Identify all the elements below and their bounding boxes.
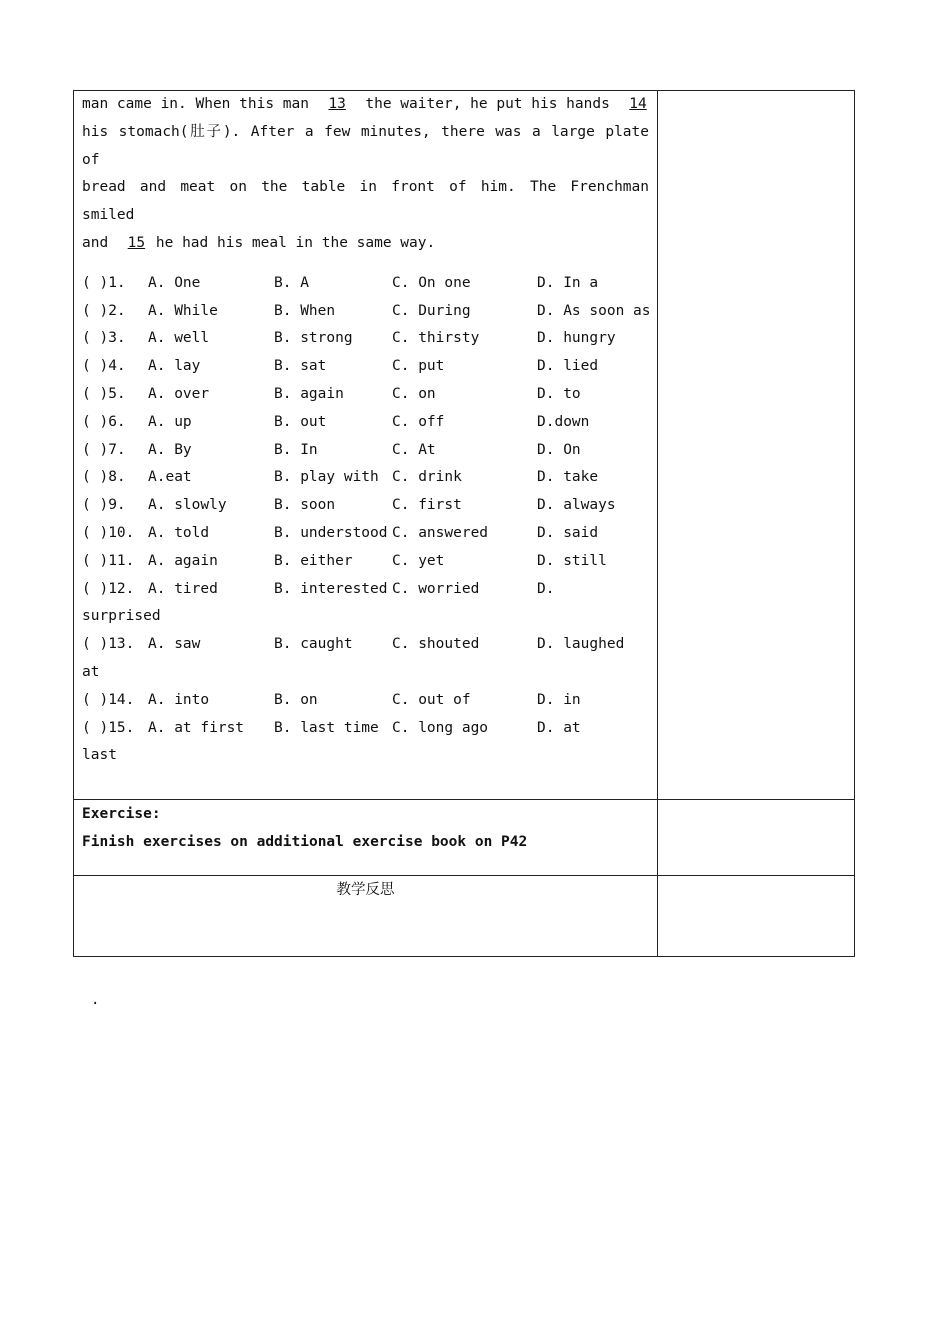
blank-13: 13 xyxy=(328,96,346,112)
cloze-cell xyxy=(74,91,658,800)
option-continuation: last xyxy=(82,747,117,764)
notes-cell-1 xyxy=(658,91,855,800)
passage-line-2: his stomach(肚子). After a few minutes, there was a large plate of xyxy=(82,123,649,168)
option-a: A. over xyxy=(148,385,210,402)
question-row xyxy=(82,464,649,492)
option-b: B. soon xyxy=(274,497,336,514)
cloze-passage xyxy=(74,91,657,258)
option-b: B. strong xyxy=(274,330,353,347)
option-d: D. hungry xyxy=(537,330,616,347)
option-c: C. drink xyxy=(392,469,462,486)
option-d: D. always xyxy=(537,497,616,514)
option-a: A. tired xyxy=(148,580,218,597)
question-row xyxy=(82,492,649,520)
exercise-cell xyxy=(74,800,658,876)
option-b: B. either xyxy=(274,552,353,569)
question-row xyxy=(82,687,649,715)
footer-dot: . xyxy=(91,992,100,1008)
option-d: D. lied xyxy=(537,358,599,375)
option-d: D. to xyxy=(537,385,581,402)
question-row xyxy=(82,548,649,576)
option-b: B. understood xyxy=(274,524,388,541)
option-d: D. take xyxy=(537,469,599,486)
option-c: C. thirsty xyxy=(392,330,480,347)
option-b: B. sat xyxy=(274,358,327,375)
option-c: C. shouted xyxy=(392,636,480,653)
option-b: B. out xyxy=(274,413,327,430)
option-c: C. During xyxy=(392,302,471,319)
option-b: B. on xyxy=(274,691,318,708)
option-c: C. first xyxy=(392,497,462,514)
question-number: ( )3. xyxy=(82,330,126,347)
question-number: ( )2. xyxy=(82,302,126,319)
question-number: ( )5. xyxy=(82,385,126,402)
option-a: A. slowly xyxy=(148,497,227,514)
question-row xyxy=(82,576,649,632)
option-c: C. put xyxy=(392,358,445,375)
option-a: A. One xyxy=(148,274,201,291)
question-number: ( )9. xyxy=(82,497,126,514)
reflection-cell xyxy=(74,876,658,957)
option-c: C. long ago xyxy=(392,719,489,736)
worksheet xyxy=(73,90,854,957)
option-continuation: surprised xyxy=(82,608,161,625)
option-c: C. on xyxy=(392,385,436,402)
question-number: ( )11. xyxy=(82,552,135,569)
question-number: ( )4. xyxy=(82,358,126,375)
question-number: ( )10. xyxy=(82,524,135,541)
option-continuation: at xyxy=(82,663,100,680)
option-c: C. yet xyxy=(392,552,445,569)
option-b: B. When xyxy=(274,302,336,319)
option-a: A.eat xyxy=(148,469,192,486)
option-a: A. into xyxy=(148,691,210,708)
question-number: ( )15. xyxy=(82,719,135,736)
passage-text: he had his meal in the same way. xyxy=(155,234,436,251)
question-number: ( )12. xyxy=(82,580,135,597)
option-b: B. A xyxy=(274,274,309,291)
option-c: C. worried xyxy=(392,580,480,597)
question-number: ( )1. xyxy=(82,274,126,291)
blank-14: 14 xyxy=(629,96,647,112)
option-d: D.down xyxy=(537,413,590,430)
blank-15: 15 xyxy=(127,234,146,251)
option-d: D. xyxy=(537,580,555,597)
question-row xyxy=(82,631,649,687)
reflection-label: 教学反思 xyxy=(336,882,395,898)
option-c: C. At xyxy=(392,441,436,458)
question-number: ( )7. xyxy=(82,441,126,458)
notes-cell-3 xyxy=(658,876,855,957)
question-row xyxy=(82,325,649,353)
question-list xyxy=(74,258,657,770)
passage-text: man came in. When this man xyxy=(82,96,309,112)
question-row xyxy=(82,715,649,771)
option-d: D. laughed xyxy=(537,636,625,653)
option-d: D. in xyxy=(537,691,581,708)
question-row xyxy=(82,298,649,326)
exercise-text: Finish exercises on additional exercise book on P42 xyxy=(82,834,528,850)
option-d: D. On xyxy=(537,441,581,458)
passage-line-3: bread and meat on the table in front of him. The Frenchman smiled xyxy=(82,179,649,224)
option-a: A. While xyxy=(148,302,218,319)
question-row xyxy=(82,270,649,298)
question-number: ( )14. xyxy=(82,691,135,708)
passage-text: and xyxy=(82,234,109,251)
option-d: D. still xyxy=(537,552,607,569)
option-a: A. well xyxy=(148,330,210,347)
option-a: A. again xyxy=(148,552,218,569)
option-d: D. In a xyxy=(537,274,599,291)
option-d: D. said xyxy=(537,524,599,541)
option-b: B. In xyxy=(274,441,318,458)
passage-line-1 xyxy=(82,91,649,119)
option-c: C. On one xyxy=(392,274,471,291)
question-number: ( )13. xyxy=(82,636,135,653)
option-d: D. As soon as xyxy=(537,302,651,319)
question-row xyxy=(82,520,649,548)
option-a: A. at first xyxy=(148,719,245,736)
question-row xyxy=(82,437,649,465)
option-c: C. out of xyxy=(392,691,471,708)
option-d: D. at xyxy=(537,719,581,736)
question-row xyxy=(82,409,649,437)
option-b: B. caught xyxy=(274,636,353,653)
option-a: A. lay xyxy=(148,358,201,375)
passage-text: the waiter, he put his hands xyxy=(365,96,610,112)
option-c: C. off xyxy=(392,413,445,430)
option-c: C. answered xyxy=(392,524,489,541)
lesson-table xyxy=(73,90,855,957)
exercise-heading: Exercise: xyxy=(82,806,161,822)
question-number: ( )8. xyxy=(82,469,126,486)
option-b: B. interested xyxy=(274,580,388,597)
option-a: A. saw xyxy=(148,636,201,653)
option-a: A. By xyxy=(148,441,192,458)
question-row xyxy=(82,353,649,381)
question-number: ( )6. xyxy=(82,413,126,430)
option-a: A. up xyxy=(148,413,192,430)
option-b: B. again xyxy=(274,385,344,402)
passage-line-4 xyxy=(82,230,649,258)
question-row xyxy=(82,381,649,409)
option-b: B. last time xyxy=(274,719,379,736)
notes-cell-2 xyxy=(658,800,855,876)
option-b: B. play with xyxy=(274,469,379,486)
option-a: A. told xyxy=(148,524,210,541)
